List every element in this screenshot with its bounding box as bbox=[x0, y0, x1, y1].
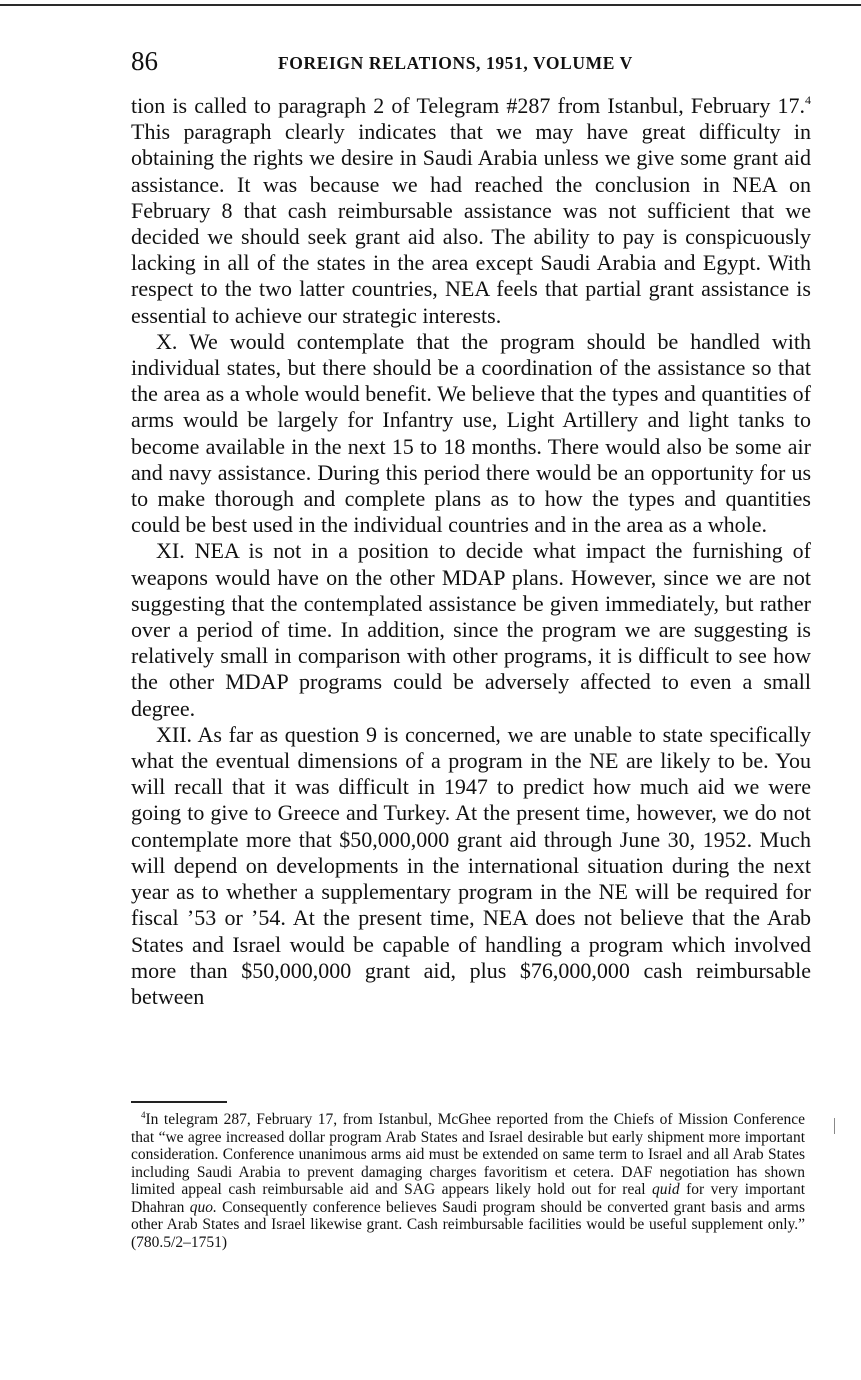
page-number: 86 bbox=[131, 46, 158, 76]
footnote-text-part-1: In telegram 287, February 17, from Istanbul, McGhee reported from the Chiefs of Mission Conference that “we agree increased dollar program Arab States and Israel desirable but early shipment more important consideration. Conference unanimous arms aid must be extended on same term to Israel and all Arab States including Saudi Arabia to prevent damaging charges favoritism et cetera. DAF negotiation has shown limited appeal cash reimbursable aid and SAG appears likely hold out for real bbox=[131, 1111, 805, 1198]
footnote-text bbox=[131, 1111, 805, 1251]
body-text bbox=[131, 93, 811, 1010]
top-edge-rule bbox=[0, 4, 861, 6]
footnote-text-part-3: Consequently conference believes Saudi program should be converted grant basis and arms other Arab States and Israel likewise grant. Cash reimbursable facilities would be useful supplement only.” (780.5/2–1751) bbox=[131, 1198, 805, 1251]
paragraph-continuation-text-rest: This paragraph clearly indicates that we may have great difficulty in obtaining the rights we desire in Saudi Arabia unless we give some grant aid assistance. It was because we had reached the conclusion in NEA on February 8 that cash reimbursable assistance was not sufficient that we decided we should seek grant aid also. The ability to pay is conspicuously lacking in all of the states in the area except Saudi Arabia and Egypt. With respect to the two latter countries, NEA feels that partial grant assistance is essential to achieve our strategic interests. bbox=[131, 119, 811, 328]
footnote-text-part-2: for very important Dhahran bbox=[131, 1181, 805, 1216]
paragraph-continuation bbox=[131, 93, 811, 329]
footnote-italic-quid: quid bbox=[652, 1181, 680, 1198]
running-head bbox=[131, 44, 811, 78]
footnote-divider bbox=[131, 1101, 227, 1103]
running-title: FOREIGN RELATIONS, 1951, VOLUME V bbox=[278, 53, 633, 73]
paragraph-xii: XII. As far as question 9 is concerned, we are unable to state specifically what the eventual dimensions of a program in the NE are likely to be. You will recall that it was difficult in 1947 to predict how much aid we were going to give to Greece and Turkey. At the present time, however, we do not contemplate more that $50,000,000 grant aid through June 30, 1952. Much will depend on developments in the international situation during the next year as to whether a supplementary program in the NE will be required for fiscal ’53 or ’54. At the present time, NEA does not believe that the Arab States and Israel would be capable of handling a program which involved more than $50,000,000 grant aid, plus $76,000,000 cash reimbursable between bbox=[131, 721, 811, 1009]
footnote-italic-quo: quo. bbox=[189, 1198, 217, 1216]
paragraph-xi: XI. NEA is not in a position to decide what impact the furnishing of weapons would have on the other MDAP plans. However, since we are not suggesting that the contemplated assistance be given immediately, but rather over a period of time. In addition, since the program we are suggesting is relatively small in comparison with other programs, it is difficult to see how the other MDAP programs could be adversely affected to even a small degree. bbox=[131, 538, 811, 721]
footnote-reference: 4 bbox=[805, 93, 811, 107]
paragraph-x: X. We would contemplate that the program should be handled with individual states, but there should be a coordination of the assistance so that the area as a whole would benefit. We believe that the types and quantities of arms would be largely for Infantry use, Light Artillery and light tanks to become available in the next 15 to 18 months. There would also be some air and navy assistance. During this period there would be an opportunity for us to make thorough and complete plans as to how the types and quantities could be best used in the individual countries and in the area as a whole. bbox=[131, 328, 811, 538]
footnote-marker: 4 bbox=[141, 1110, 146, 1120]
footnote bbox=[131, 1111, 805, 1251]
margin-mark bbox=[834, 1118, 835, 1134]
paragraph-continuation-text: tion is called to paragraph 2 of Telegram #287 from Istanbul, February 17. bbox=[131, 93, 805, 118]
